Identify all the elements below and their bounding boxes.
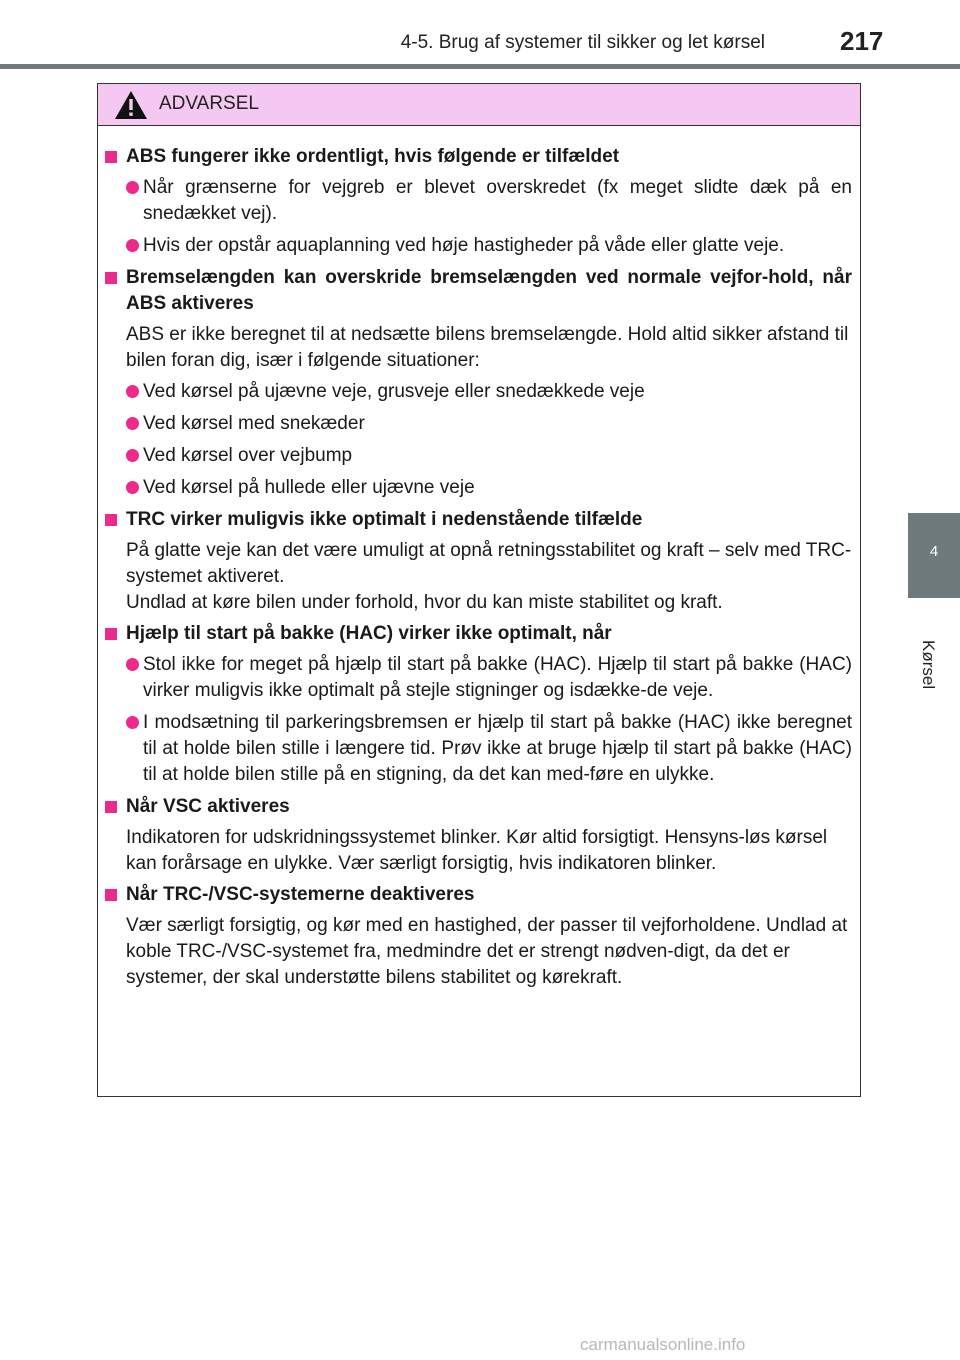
section-heading [104,882,852,908]
warning-box [97,83,861,1097]
bullet-item [104,233,852,259]
chapter-label: Kørsel [919,640,938,690]
circle-bullet-icon [126,716,139,729]
bullet-text: Stol ikke for meget på hjælp til start på bakke (HAC). Hjælp til start på bakke (HAC) virker muligvis ikke optimalt på stejle stigninger og isdække-de veje. [143,654,852,701]
chapter-tab[interactable]: 4 [908,513,960,598]
section-paragraph: På glatte veje kan det være umuligt at opnå retningsstabilitet og kraft – selv med TRC-systemet aktiveret. [126,540,852,587]
square-bullet-icon [105,272,117,284]
section-heading-text: Hjælp til start på bakke (HAC) virker ikke optimalt, når [126,623,612,644]
section-heading-text: Når VSC aktiveres [126,796,290,817]
warning-section [104,621,852,788]
bullet-text: Ved kørsel på hullede eller ujævne veje [143,477,475,498]
circle-bullet-icon [126,417,139,430]
warning-section [104,144,852,259]
section-text [104,825,852,877]
bullet-item [104,443,852,469]
bullet-text: Ved kørsel med snekæder [143,413,365,434]
square-bullet-icon [105,151,117,163]
bullet-item [104,379,852,405]
bullet-item [104,411,852,437]
square-bullet-icon [105,514,117,526]
page-number: 217 [840,26,884,56]
section-heading-text: Når TRC-/VSC-systemerne deaktiveres [126,884,475,905]
section-heading-text: ABS fungerer ikke ordentligt, hvis følgende er tilfældet [126,146,620,167]
circle-bullet-icon [126,658,139,671]
square-bullet-icon [105,628,117,640]
square-bullet-icon [105,801,117,813]
circle-bullet-icon [126,385,139,398]
section-text [104,322,852,374]
section-paragraph: Vær særligt forsigtig, og kør med en hastighed, der passer til vejforholdene. Undlad at koble TRC-/VSC-systemet fra, medmindre det er strengt nødven-digt, da det er systemer, der skal understøtte bilens stabilitet og kørekraft. [126,915,848,988]
warning-section [104,265,852,501]
section-paragraph: ABS er ikke beregnet til at nedsætte bilens bremselængde. Hold altid sikker afstand til bilen foran dig, især i følgende situationer: [126,324,849,371]
warning-section [104,794,852,877]
bullet-item [104,475,852,501]
section-heading [104,507,852,533]
section-paragraph: Indikatoren for udskridningssystemet blinker. Kør altid forsigtigt. Hensyns-løs kørsel kan forårsage en ulykke. Vær særligt forsigtig, hvis indikatoren blinker. [126,827,828,874]
warning-section [104,882,852,991]
section-heading [104,621,852,647]
watermark: carmanualsonline.info [580,1335,746,1354]
bullet-text: Hvis der opstår aquaplanning ved høje hastigheder på våde eller glatte veje. [143,235,785,256]
circle-bullet-icon [126,481,139,494]
section-heading-text: TRC virker muligvis ikke optimalt i nedenstående tilfælde [126,509,643,530]
circle-bullet-icon [126,449,139,462]
bullet-text: Ved kørsel på ujævne veje, grusveje eller snedækkede veje [143,381,645,402]
circle-bullet-icon [126,239,139,252]
warning-header [98,84,860,126]
section-heading [104,144,852,170]
circle-bullet-icon [126,181,139,194]
bullet-text: Når grænserne for vejgreb er blevet overskredet (fx meget slidte dæk på en snedækket vej). [143,177,852,224]
section-heading [104,794,852,820]
header-title: 4-5. Brug af systemer til sikker og let kørsel [400,32,765,53]
section-text [104,538,852,616]
bullet-text: Ved kørsel over vejbump [143,445,353,466]
section-heading [104,265,852,317]
bullet-item [104,652,852,704]
section-paragraph: Undlad at køre bilen under forhold, hvor du kan miste stabilitet og kraft. [126,592,723,613]
warning-triangle-icon [114,90,148,120]
bullet-item [104,710,852,788]
warning-title: ADVARSEL [159,93,259,114]
warning-section [104,507,852,616]
section-heading-text: Bremselængden kan overskride bremselængden ved normale vejfor-hold, når ABS aktiveres [126,267,852,314]
bullet-item [104,175,852,227]
section-text [104,913,852,991]
square-bullet-icon [105,889,117,901]
header-rule [0,64,960,69]
warning-body [98,126,860,991]
bullet-text: I modsætning til parkeringsbremsen er hjælp til start på bakke (HAC) ikke beregnet til at holde bilen stille i længere tid. Prøv ikke at bruge hjælp til start på bakke (HAC) til at holde bilen stille på en stigning, da det kan med-føre en ulykke. [143,712,852,785]
